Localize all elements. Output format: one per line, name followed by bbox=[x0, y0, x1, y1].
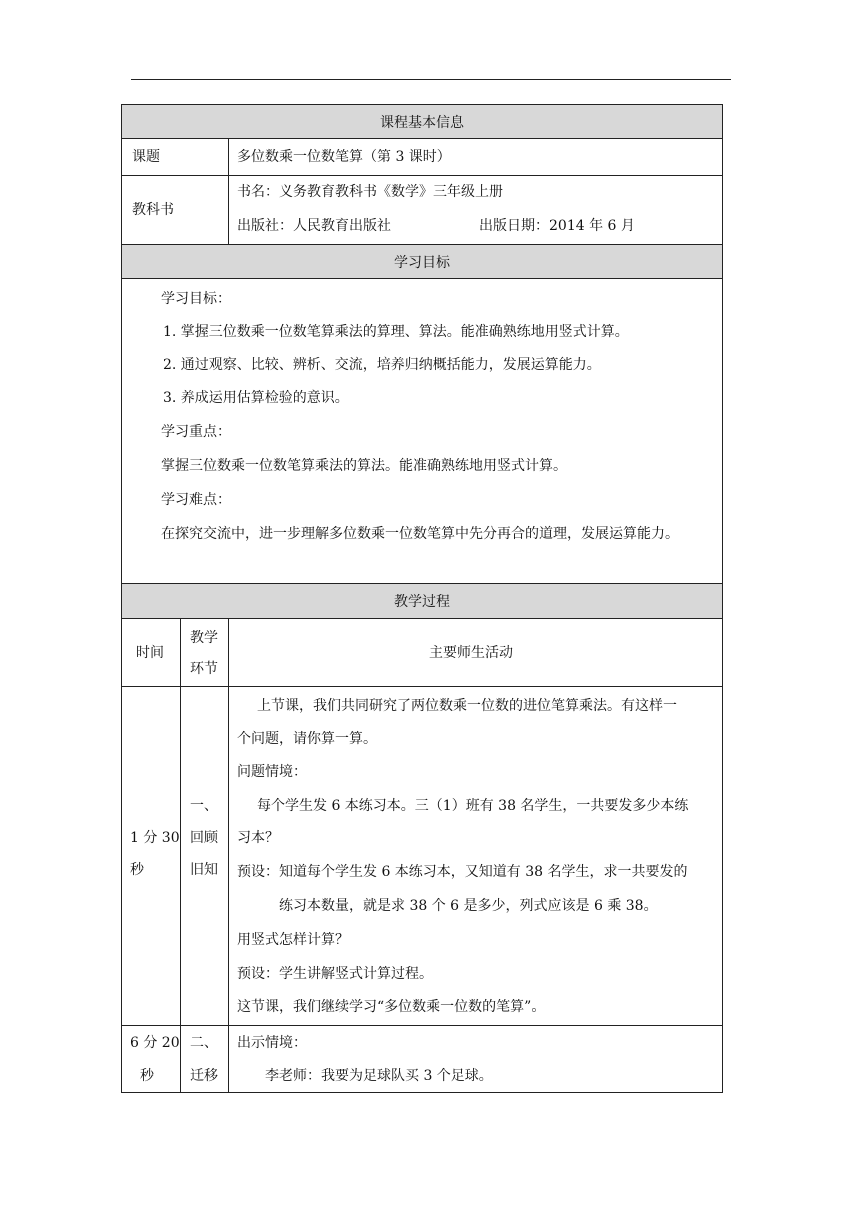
publisher: 出版社：人民教育出版社 bbox=[237, 218, 391, 234]
basic-info-header bbox=[121, 104, 723, 139]
activity-line: 用竖式怎样计算？ bbox=[237, 932, 349, 948]
activity-line: 练习本数量，就是求 38 个 6 是多少，列式应该是 6 乘 38。 bbox=[279, 898, 658, 914]
topic-value-cell bbox=[228, 138, 723, 176]
row1-time: 秒 bbox=[130, 862, 144, 878]
row2-activity-cell bbox=[228, 1025, 723, 1093]
row1-stage: 旧知 bbox=[190, 862, 218, 878]
col-header-time bbox=[121, 618, 181, 687]
topic-label: 课题 bbox=[132, 149, 160, 165]
goal-item: 1. 掌握三位数乘一位数笔算乘法的算理、算法。能准确熟练地用竖式计算。 bbox=[163, 324, 629, 340]
activity-line: 习本？ bbox=[237, 830, 279, 846]
activity-line: 预设：学生讲解竖式计算过程。 bbox=[237, 966, 433, 982]
activity-line: 上节课，我们共同研究了两位数乘一位数的进位笔算乘法。有这样一 bbox=[257, 698, 677, 714]
row1-time: 1 分 30 bbox=[130, 830, 180, 846]
col-stage-label: 教学 bbox=[190, 630, 218, 646]
row2-time: 秒 bbox=[140, 1068, 154, 1084]
row2-stage: 二、 bbox=[190, 1035, 218, 1051]
activity-line: 每个学生发 6 本练习本。三（1）班有 38 名学生，一共要发多少本练 bbox=[257, 798, 689, 814]
goals-header bbox=[121, 244, 723, 279]
textbook-value-cell bbox=[228, 175, 723, 245]
row1-stage: 一、 bbox=[190, 798, 218, 814]
activity-line: 李老师：我要为足球队买 3 个足球。 bbox=[265, 1068, 493, 1084]
basic-info-title: 课程基本信息 bbox=[380, 114, 464, 131]
textbook-label: 教科书 bbox=[132, 202, 174, 218]
row2-time: 6 分 20 bbox=[130, 1035, 180, 1051]
row1-time-cell bbox=[121, 686, 181, 1026]
col-activity-label: 主要师生活动 bbox=[429, 645, 513, 661]
difficulty-heading: 学习难点： bbox=[161, 492, 231, 508]
col-time-label: 时间 bbox=[136, 645, 164, 661]
row1-activity-cell bbox=[228, 686, 723, 1026]
row1-stage: 回顾 bbox=[190, 830, 218, 846]
header-rule bbox=[131, 79, 731, 80]
difficulty-text: 在探究交流中，进一步理解多位数乘一位数笔算中先分再合的道理，发展运算能力。 bbox=[161, 526, 679, 542]
row2-time-cell bbox=[121, 1025, 181, 1093]
activity-line: 预设：知道每个学生发 6 本练习本，又知道有 38 名学生，求一共要发的 bbox=[237, 864, 688, 880]
topic-label-cell bbox=[121, 138, 229, 176]
row2-stage: 迁移 bbox=[190, 1068, 218, 1084]
col-header-stage bbox=[180, 618, 229, 687]
col-header-activity bbox=[228, 618, 723, 687]
book-name: 书名：义务教育教科书《数学》三年级上册 bbox=[237, 184, 503, 200]
activity-line: 个问题，请你算一算。 bbox=[237, 731, 377, 747]
activity-line: 这节课，我们继续学习“多位数乘一位数的笔算”。 bbox=[237, 999, 546, 1015]
key-text: 掌握三位数乘一位数笔算乘法的算法。能准确熟练地用竖式计算。 bbox=[161, 458, 567, 474]
row2-stage-cell bbox=[180, 1025, 229, 1093]
activity-line: 问题情境： bbox=[237, 764, 307, 780]
goal-item: 3. 养成运用估算检验的意识。 bbox=[163, 390, 349, 406]
publication-date: 出版日期：2014 年 6 月 bbox=[479, 218, 635, 234]
goals-body bbox=[121, 278, 723, 584]
textbook-label-cell bbox=[121, 175, 229, 245]
process-title: 教学过程 bbox=[394, 594, 450, 610]
activity-line: 出示情境： bbox=[237, 1035, 307, 1051]
process-header bbox=[121, 583, 723, 619]
row1-stage-cell bbox=[180, 686, 229, 1026]
goal-item: 2. 通过观察、比较、辨析、交流，培养归纳概括能力，发展运算能力。 bbox=[163, 357, 601, 373]
col-stage-label: 环节 bbox=[190, 661, 218, 677]
key-heading: 学习重点： bbox=[161, 424, 231, 440]
goals-title: 学习目标 bbox=[394, 254, 450, 271]
goals-heading: 学习目标： bbox=[161, 291, 231, 307]
topic-value: 多位数乘一位数笔算（第 3 课时） bbox=[237, 149, 451, 165]
